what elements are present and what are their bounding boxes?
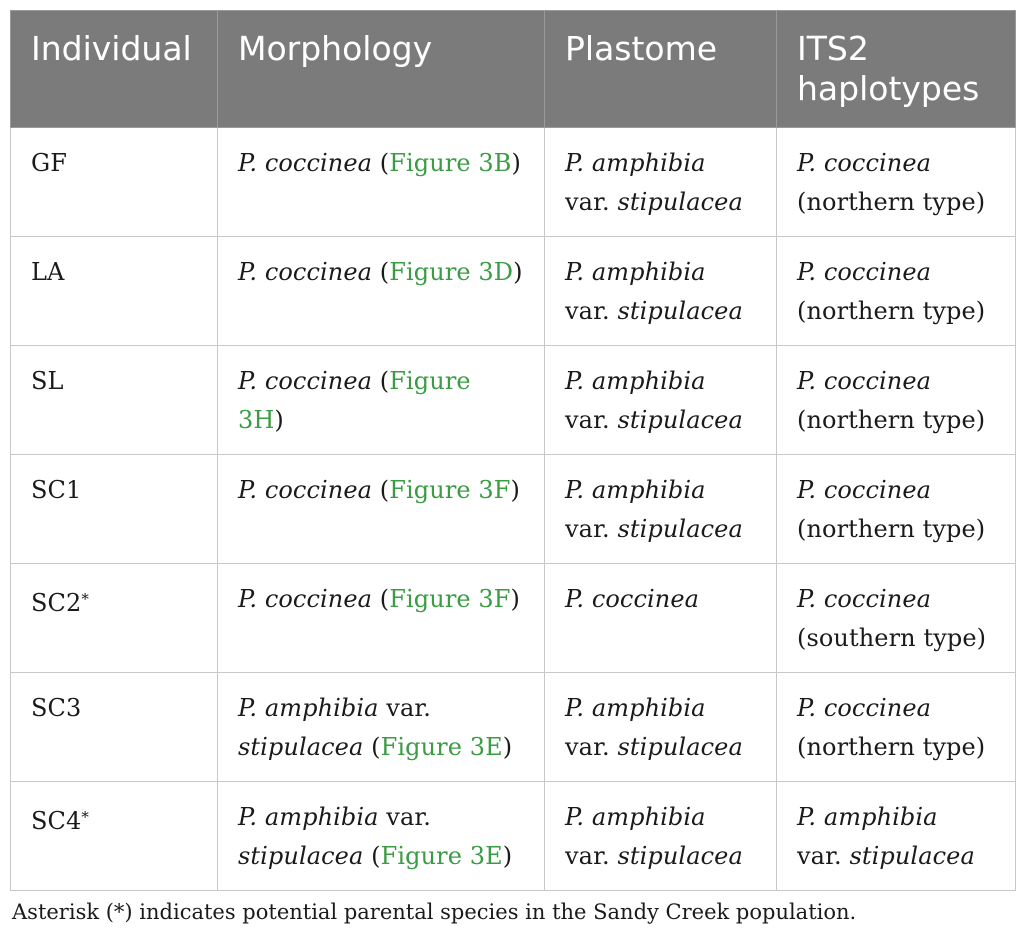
variety-name: stipulacea — [617, 515, 743, 543]
header-individual: Individual — [11, 11, 218, 128]
species-name: P. coccinea — [797, 585, 932, 613]
header-row — [11, 11, 1016, 128]
species-name: P. amphibia — [565, 476, 706, 504]
variety-name: stipulacea — [617, 297, 743, 325]
cell-its2 — [777, 673, 1016, 782]
haplotype-type: (southern type) — [797, 624, 987, 652]
haplotype-type: (northern type) — [797, 406, 986, 434]
cell-morphology: P. coccinea (Figure 3H) — [218, 346, 545, 455]
species-name: P. coccinea — [797, 694, 932, 722]
species-name: P. amphibia — [565, 258, 706, 286]
species-name: P. coccinea — [238, 367, 373, 395]
data-table — [10, 10, 1016, 891]
cell-plastome — [545, 673, 777, 782]
species-name: P. amphibia — [238, 803, 379, 831]
data-table-container — [10, 10, 1015, 891]
table-row — [11, 128, 1016, 237]
figure-link[interactable]: Figure 3E — [380, 733, 503, 761]
cell-morphology: P. coccinea (Figure 3B) — [218, 128, 545, 237]
haplotype-type: (northern type) — [797, 188, 986, 216]
figure-link[interactable]: Figure 3F — [389, 585, 511, 613]
cell-morphology: P. coccinea (Figure 3F) — [218, 455, 545, 564]
table-body — [11, 128, 1016, 891]
species-name: P. coccinea — [797, 258, 932, 286]
asterisk-marker: * — [81, 590, 89, 608]
var-label: var. — [386, 694, 432, 722]
species-name: P. coccinea — [797, 476, 932, 504]
variety-name: stipulacea — [617, 406, 743, 434]
cell-morphology: P. amphibia var. stipulacea (Figure 3E) — [218, 782, 545, 891]
var-label: var. — [386, 803, 432, 831]
cell-morphology: P. amphibia var. stipulacea (Figure 3E) — [218, 673, 545, 782]
species-name: P. coccinea — [238, 585, 373, 613]
cell-its2 — [777, 564, 1016, 673]
species-name: P. amphibia — [238, 694, 379, 722]
species-name: P. coccinea — [565, 585, 700, 613]
species-name: P. amphibia — [565, 367, 706, 395]
table-footnote: Asterisk (*) indicates potential parental species in the Sandy Creek population. — [12, 900, 857, 924]
cell-plastome — [545, 128, 777, 237]
species-name: P. coccinea — [238, 258, 373, 286]
variety-name: stipulacea — [849, 842, 975, 870]
haplotype-type: (northern type) — [797, 733, 986, 761]
table-row — [11, 346, 1016, 455]
cell-plastome — [545, 455, 777, 564]
asterisk-marker: * — [81, 808, 89, 826]
header-plastome: Plastome — [545, 11, 777, 128]
header-its2-haplotypes: ITS2 haplotypes — [777, 11, 1016, 128]
species-name: P. amphibia — [565, 149, 706, 177]
cell-individual — [11, 346, 218, 455]
cell-plastome — [545, 782, 777, 891]
variety-name: stipulacea — [617, 733, 743, 761]
cell-morphology: P. coccinea (Figure 3F) — [218, 564, 545, 673]
cell-plastome — [545, 564, 777, 673]
individual-id: SC4 — [31, 807, 82, 835]
variety-name: stipulacea — [238, 733, 364, 761]
cell-individual — [11, 673, 218, 782]
species-name: P. coccinea — [797, 149, 932, 177]
cell-plastome — [545, 237, 777, 346]
individual-id: SC3 — [31, 694, 82, 722]
table-header — [11, 11, 1016, 128]
species-name: P. amphibia — [565, 803, 706, 831]
haplotype-type: (northern type) — [797, 297, 986, 325]
table-row — [11, 237, 1016, 346]
individual-id: SL — [31, 367, 64, 395]
var-label: var. — [797, 842, 842, 870]
table-row — [11, 455, 1016, 564]
variety-name: stipulacea — [617, 842, 743, 870]
species-name: P. coccinea — [238, 149, 373, 177]
cell-its2 — [777, 455, 1016, 564]
cell-individual — [11, 564, 218, 673]
individual-id: GF — [31, 149, 68, 177]
cell-individual — [11, 128, 218, 237]
variety-name: stipulacea — [617, 188, 743, 216]
table-row — [11, 673, 1016, 782]
figure-link[interactable]: Figure 3F — [389, 476, 511, 504]
cell-morphology: P. coccinea (Figure 3D) — [218, 237, 545, 346]
figure-link[interactable]: Figure 3D — [389, 258, 514, 286]
haplotype-type: (northern type) — [797, 515, 986, 543]
species-name: P. amphibia — [797, 803, 938, 831]
cell-its2 — [777, 782, 1016, 891]
cell-plastome — [545, 346, 777, 455]
var-label: var. — [565, 297, 610, 325]
var-label: var. — [565, 188, 610, 216]
cell-individual — [11, 782, 218, 891]
cell-its2 — [777, 128, 1016, 237]
table-row — [11, 564, 1016, 673]
figure-link[interactable]: Figure 3H — [238, 367, 471, 434]
figure-link[interactable]: Figure 3B — [389, 149, 512, 177]
var-label: var. — [565, 515, 610, 543]
table-row — [11, 782, 1016, 891]
variety-name: stipulacea — [238, 842, 364, 870]
cell-individual — [11, 455, 218, 564]
species-name: P. coccinea — [797, 367, 932, 395]
species-name: P. coccinea — [238, 476, 373, 504]
individual-id: SC1 — [31, 476, 82, 504]
header-morphology: Morphology — [218, 11, 545, 128]
cell-its2 — [777, 237, 1016, 346]
individual-id: SC2 — [31, 589, 82, 617]
individual-id: LA — [31, 258, 65, 286]
var-label: var. — [565, 733, 610, 761]
var-label: var. — [565, 406, 610, 434]
figure-link[interactable]: Figure 3E — [380, 842, 503, 870]
cell-individual — [11, 237, 218, 346]
cell-its2 — [777, 346, 1016, 455]
species-name: P. amphibia — [565, 694, 706, 722]
var-label: var. — [565, 842, 610, 870]
